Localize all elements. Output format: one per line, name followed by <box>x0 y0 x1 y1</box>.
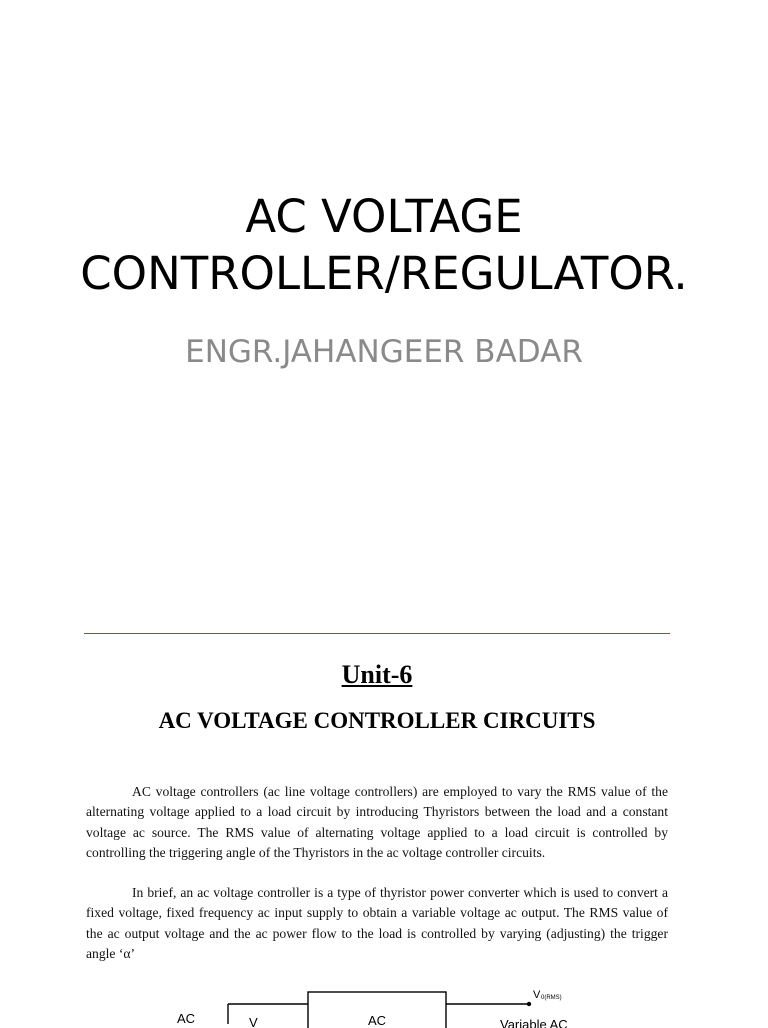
paragraph-1: AC voltage controllers (ac line voltage controllers) are employed to vary the RMS value of the alternating voltage applied to a load circuit by introducing Thyristors between the load and a constant voltage ac source. The RMS value of alternating voltage applied to a load circuit is controlled by controlling the triggering angle of the Thyristors in the ac voltage controller circuits. <box>86 784 668 860</box>
divider-line <box>84 633 670 634</box>
output-label: Variable AC <box>500 1017 568 1028</box>
unit-heading: Unit-6 <box>341 660 413 689</box>
slide-title: AC VOLTAGE CONTROLLER/REGULATOR. <box>80 190 688 300</box>
paragraph-2: In brief, an ac voltage controller is a type of thyristor power converter which is used to convert a fixed voltage, fixed frequency ac input supply to obtain a variable voltage ac output. The RMS value of the ac output voltage and the ac power flow to the load is controlled by varying (adjusting) the trigger angle ‘α’ <box>86 885 668 961</box>
input-box-label: V <box>249 1015 258 1028</box>
output-voltage-label: V <box>533 989 541 1001</box>
output-terminal <box>527 1002 531 1006</box>
section-heading: AC VOLTAGE CONTROLLER CIRCUITS <box>158 708 596 733</box>
controller-label: AC <box>368 1013 387 1028</box>
slide-subtitle: ENGR.JAHANGEER BADAR <box>185 334 583 370</box>
block-diagram <box>0 980 768 1028</box>
output-voltage-subscript: 0(RMS) <box>541 995 562 1001</box>
input-label: AC <box>177 1011 196 1026</box>
